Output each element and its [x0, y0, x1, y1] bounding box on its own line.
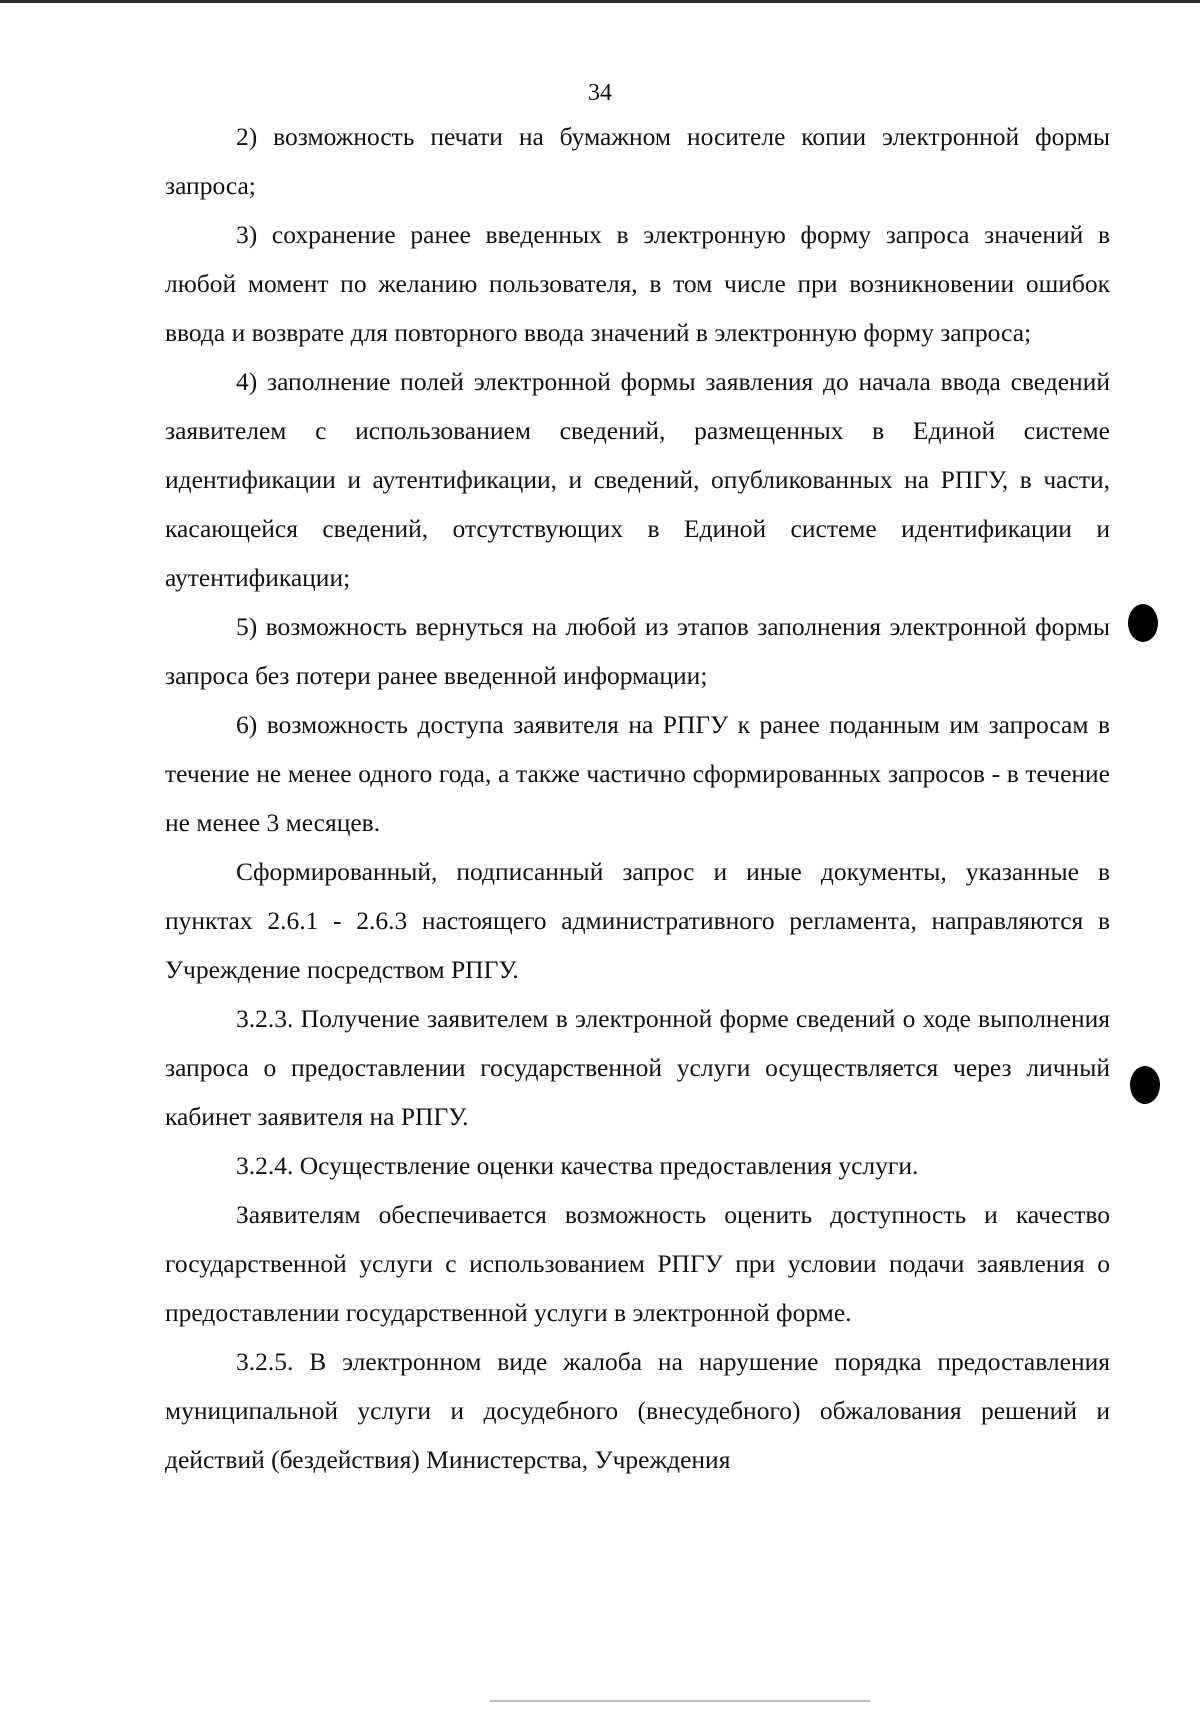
bottom-scan-edge — [490, 1700, 870, 1702]
paragraph-submission: Сформированный, подписанный запрос и иные документы, указанные в пунктах 2.6.1 - 2.6.3 настоящего административного регламента, направляются в Учреждение посредством РПГУ. — [165, 857, 1110, 984]
top-scan-edge — [0, 0, 1200, 3]
paragraph-item-6: 6) возможность доступа заявителя на РПГУ к ранее поданным им запросам в течение не менее одного года, а также частично сформированных запросов - в течение не менее 3 месяцев. — [165, 710, 1110, 837]
punch-hole-icon — [1130, 1066, 1160, 1104]
body-text — [165, 112, 1110, 1484]
paragraph-item-4: 4) заполнение полей электронной формы заявления до начала ввода сведений заявителем с использованием сведений, размещенных в Единой системе идентификации и аутентификации, и сведений, опубликованных на РПГУ, в части, касающейся сведений, отсутствующих в Единой системе идентификации и аутентификации; — [165, 367, 1110, 592]
paragraph-quality-rating: Заявителям обеспечивается возможность оценить доступность и качество государственной услуги с использованием РПГУ при условии подачи заявления о предоставлении государственной услуги в электронной форме. — [165, 1200, 1110, 1327]
paragraph-3-2-3: 3.2.3. Получение заявителем в электронной форме сведений о ходе выполнения запроса о предоставлении государственной услуги осуществляется через личный кабинет заявителя на РПГУ. — [165, 1004, 1110, 1131]
paragraph-item-2: 2) возможность печати на бумажном носителе копии электронной формы запроса; — [165, 122, 1110, 200]
paragraph-item-5: 5) возможность вернуться на любой из этапов заполнения электронной формы запроса без потери ранее введенной информации; — [165, 612, 1110, 690]
page-number: 34 — [588, 80, 612, 106]
paragraph-item-3: 3) сохранение ранее введенных в электронную форму запроса значений в любой момент по желанию пользователя, в том числе при возникновении ошибок ввода и возврате для повторного ввода значений в электронную форму запроса; — [165, 220, 1110, 347]
paragraph-3-2-4: 3.2.4. Осуществление оценки качества предоставления услуги. — [236, 1151, 919, 1180]
punch-hole-icon — [1128, 604, 1158, 642]
paragraph-3-2-5: 3.2.5. В электронном виде жалоба на нарушение порядка предоставления муниципальной услуги и досудебного (внесудебного) обжалования решений и действий (бездействия) Министерства, Учреждения — [165, 1347, 1110, 1474]
